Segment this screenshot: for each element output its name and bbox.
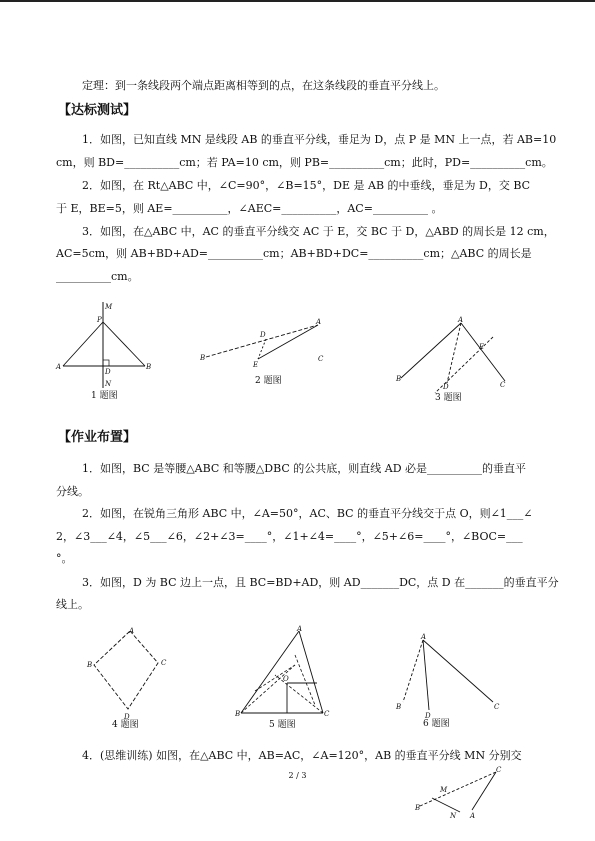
hw2-line-2: 2，∠3___∠4，∠5___∠6，∠2+∠3=____°，∠1+∠4=____°，∠5+∠6=____°，∠BOC=___: [56, 530, 523, 543]
q3-line-2: AC=5cm，则 AB+BD+AD=__________cm；AB+BD+DC=__________cm；△ABC 的周长是: [56, 247, 532, 260]
section-heading-standards-test: 【达标测试】: [58, 103, 137, 118]
fig7-label-c: C: [496, 766, 502, 774]
figure-3-caption: 3 题图: [435, 393, 462, 403]
top-rule: [0, 0, 595, 2]
hw1-line-1: 1．如图，BC 是等腰△ABC 和等腰△DBC 的公共底，则直线 AD 必是__________的垂直平: [82, 462, 527, 475]
fig1-label-m: M: [105, 303, 113, 311]
fig6-label-b: B: [396, 703, 402, 711]
figure-3: [395, 315, 515, 405]
figure-1-caption: 1 题图: [91, 391, 118, 401]
fig1-label-n: N: [105, 380, 112, 388]
fig1-label-b: B: [146, 363, 152, 371]
fig7-label-b: B: [415, 804, 421, 812]
theorem-line: 定理：到一条线段两个端点距离相等到的点，在这条线段的垂直平分线上。: [82, 79, 445, 92]
fig5-label-b: B: [235, 710, 241, 718]
fig7-label-n: N: [450, 812, 457, 820]
section-heading-homework: 【作业布置】: [58, 430, 137, 445]
fig6-label-d: D: [425, 712, 431, 720]
figure-6-diagram: [395, 630, 505, 730]
hw4-line-1: 4．(思维训练) 如图，在△ABC 中，AB=AC，∠A=120°，AB 的垂直平分线 MN 分别交: [82, 749, 522, 762]
fig3-label-d: D: [443, 383, 449, 391]
q2-line-2: 于 E，BE=5，则 AE=__________，∠AEC=__________，AC=__________ 。: [56, 202, 443, 215]
figure-4-caption: 4 题图: [112, 720, 139, 730]
fig2-label-b: B: [200, 354, 206, 362]
fig3-label-c: C: [500, 381, 506, 389]
figure-5-caption: 5 题图: [269, 720, 296, 730]
fig6-label-c: C: [494, 703, 500, 711]
hw3-line-2: 线上。: [56, 598, 89, 611]
figure-4: [82, 625, 172, 730]
figure-1: [55, 300, 155, 405]
figure-6: [395, 630, 505, 730]
fig7-label-a: A: [470, 812, 476, 820]
q1-line-1: 1．如图，已知直线 MN 是线段 AB 的垂直平分线，垂足为 D，点 P 是 MN 上一点，若 AB=10: [82, 133, 557, 146]
fig4-label-d: D: [124, 713, 130, 721]
hw3-line-1: 3．如图，D 为 BC 边上一点，且 BC=BD+AD，则 AD_______DC，点 D 在_______的垂直平分: [82, 576, 559, 589]
hw2-line-1: 2．如图，在锐角三角形 ABC 中，∠A=50°，AC、BC 的垂直平分线交于点 O，则∠1___∠: [82, 507, 533, 520]
figure-7-diagram: [410, 760, 510, 825]
fig2-label-a: A: [316, 318, 322, 326]
fig5-label-o: O: [283, 675, 289, 683]
figure-4-diagram: [82, 625, 172, 730]
fig7-label-m: M: [440, 786, 448, 794]
fig4-label-a: A: [129, 627, 135, 635]
page-number: 2 / 3: [288, 771, 307, 780]
figure-6-caption: 6 题图: [423, 719, 450, 729]
fig3-label-b: B: [396, 375, 402, 383]
fig3-label-a: A: [458, 316, 464, 324]
figure-2: [200, 315, 335, 390]
fig1-label-a: A: [56, 363, 62, 371]
q2-line-1: 2．如图，在 Rt△ABC 中，∠C=90°，∠B=15°，DE 是 AB 的中垂线，垂足为 D，交 BC: [82, 179, 531, 192]
hw2-line-3: °。: [56, 552, 73, 565]
figure-5: [235, 625, 340, 730]
fig2-label-d: D: [260, 331, 266, 339]
fig3-label-e: E: [479, 343, 485, 351]
fig4-label-b: B: [87, 661, 93, 669]
fig5-label-a: A: [297, 625, 303, 633]
fig1-label-p: P: [97, 316, 102, 324]
fig1-label-d: D: [105, 368, 111, 376]
hw1-line-2: 分线。: [56, 485, 89, 498]
figure-7: [410, 760, 510, 825]
q3-line-3: __________cm。: [56, 270, 139, 283]
q3-line-1: 3．如图，在△ABC 中，AC 的垂直平分线交 AC 于 E，交 BC 于 D，△ABD 的周长是 12 cm，: [82, 225, 555, 238]
fig4-label-c: C: [161, 659, 167, 667]
figure-2-caption: 2 题图: [255, 376, 282, 386]
q1-line-2: cm，则 BD=__________cm；若 PA=10 cm，则 PB=__________cm；此时，PD=__________cm。: [56, 156, 553, 169]
fig5-label-c: C: [324, 710, 330, 718]
fig6-label-a: A: [421, 633, 427, 641]
fig2-label-c: C: [318, 355, 324, 363]
fig2-label-e: E: [253, 361, 259, 369]
figure-5-diagram: [235, 625, 340, 730]
